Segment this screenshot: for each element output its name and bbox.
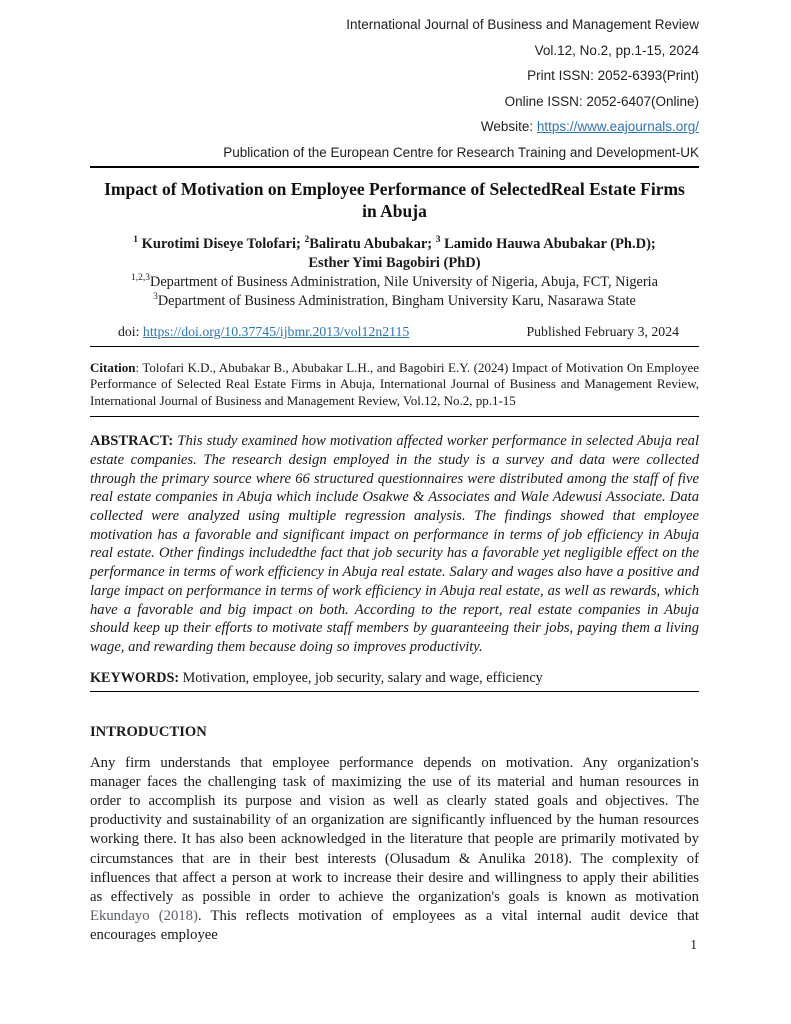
- page-number: 1: [690, 937, 697, 952]
- affiliation-1: [90, 273, 699, 292]
- keywords-block: [90, 669, 699, 692]
- author-byline: [90, 235, 699, 273]
- website-label: Website:: [480, 119, 537, 134]
- author-line-2: Esther Yimi Bagobiri (PhD): [308, 255, 481, 271]
- author-sup-2: 2: [304, 235, 310, 246]
- citation-text: : Tolofari K.D., Abubakar B., Abubakar L.H., and Bagobiri E.Y. (2024) Impact of Motivation On Employee Performance of Selected Real Estate Firms in Abuja, International Journal of Business and Management Review, International Journal of Business and Management Review, Vol.12, No.2, pp.1-15: [90, 360, 699, 408]
- introduction-text-before: Any firm understands that employee performance depends on motivation. Any organization's manager faces the challenging task of maximizing the use of its material and human resources in order to accomplish its purpose and vision as well as clearly stated goals and objectives. The productivity and sustainability of an organization are significantly influenced by the human resources working there. It has also been acknowledged in the literature that people are primarily motivated by circumstances that are in their best interests (Olusadum & Anulika 2018). The complexity of influences that affect a person at work to increase their desire and willingness to apply their abilities as effectively as possible in order to achieve the organization's goals is known as motivation: [90, 754, 699, 906]
- introduction-paragraph: [90, 754, 699, 946]
- doi-row: [90, 324, 699, 347]
- keywords-text: Motivation, employee, job security, salary and wage, efficiency: [179, 669, 543, 686]
- doi-link[interactable]: https://doi.org/10.37745/ijbmr.2013/vol12n2115: [142, 324, 410, 339]
- affiliation-1-text: Department of Business Administration, Nile University of Nigeria, Abuja, FCT, Nigeria: [150, 274, 658, 290]
- author-sup-1: 1: [133, 235, 138, 246]
- inline-citation-ekundayo: Ekundayo (2018): [90, 908, 198, 925]
- author-name-1: Kurotimi Diseye Tolofari;: [138, 236, 305, 252]
- journal-name: International Journal of Business and Management Review: [346, 17, 699, 32]
- author-sup-3: 3: [435, 235, 441, 246]
- website-link[interactable]: https://www.eajournals.org/: [536, 119, 699, 134]
- affiliation-1-sup: 1,2,3: [131, 273, 150, 284]
- doi-label: doi:: [118, 324, 143, 339]
- abstract-block: [90, 432, 699, 656]
- affiliation-2: [90, 292, 699, 311]
- citation-label: Citation: [90, 360, 136, 375]
- affiliation-2-sup: 3: [153, 292, 158, 303]
- print-issn: Print ISSN: 2052-6393(Print): [527, 68, 699, 83]
- online-issn: Online ISSN: 2052-6407(Online): [504, 93, 699, 109]
- article-title-line1: Impact of Motivation on Employee Performance of SelectedReal Estate Firms: [104, 179, 685, 199]
- affiliations: [90, 273, 699, 311]
- article-title-line2: in Abuja: [362, 201, 427, 221]
- introduction-text-after: . This reflects motivation of employees as a vital internal audit device that encourages employee: [90, 908, 699, 944]
- affiliation-2-text: Department of Business Administration, Bingham University Karu, Nasarawa State: [157, 293, 636, 309]
- author-line-1: [90, 235, 699, 254]
- abstract-text: This study examined how motivation affected worker performance in selected Abuja real estate companies. The research design employed in the study is a survey and data were collected through the primary source where 66 structured questionnaires were distributed among the staff of five real estate companies in Abuja which include Osakwe & Associates and Wale Adewusi Associate. Data collected were analyzed using multiple regression analysis. The findings showed that employee motivation has a favorable and significant impact on performance in terms of job efficiency in Abuja real estate. Other findings includedthe fact that job security has a favorable yet negligible effect on the performance in terms of work efficiency in Abuja real estate. Salary and wages also have a positive and large impact on performance in terms of work efficiency in Abuja real estate, as well as rewards, which have a favorable and big impact on both. According to the report, real estate companies in Abuja should keep up their efforts to motivate staff members by guaranteeing their jobs, paying them a living wage, and rewarding them because doing so improves productivity.: [90, 433, 699, 655]
- website-line: [90, 114, 699, 140]
- published-date: Published February 3, 2024: [526, 324, 679, 339]
- abstract-label: ABSTRACT:: [90, 433, 174, 450]
- keywords-label: KEYWORDS:: [90, 669, 180, 686]
- article-title: [90, 178, 699, 222]
- doi-cell: [118, 324, 409, 340]
- journal-letterhead: [90, 12, 699, 168]
- introduction-heading: INTRODUCTION: [90, 723, 207, 740]
- author-name-2: Baliratu Abubakar;: [309, 236, 436, 252]
- citation-block: [90, 360, 699, 417]
- author-name-3: Lamido Hauwa Abubakar (Ph.D);: [440, 236, 656, 252]
- publication-note: Publication of the European Centre for Research Training and Development-UK: [90, 140, 699, 169]
- journal-issue: Vol.12, No.2, pp.1-15, 2024: [534, 42, 699, 58]
